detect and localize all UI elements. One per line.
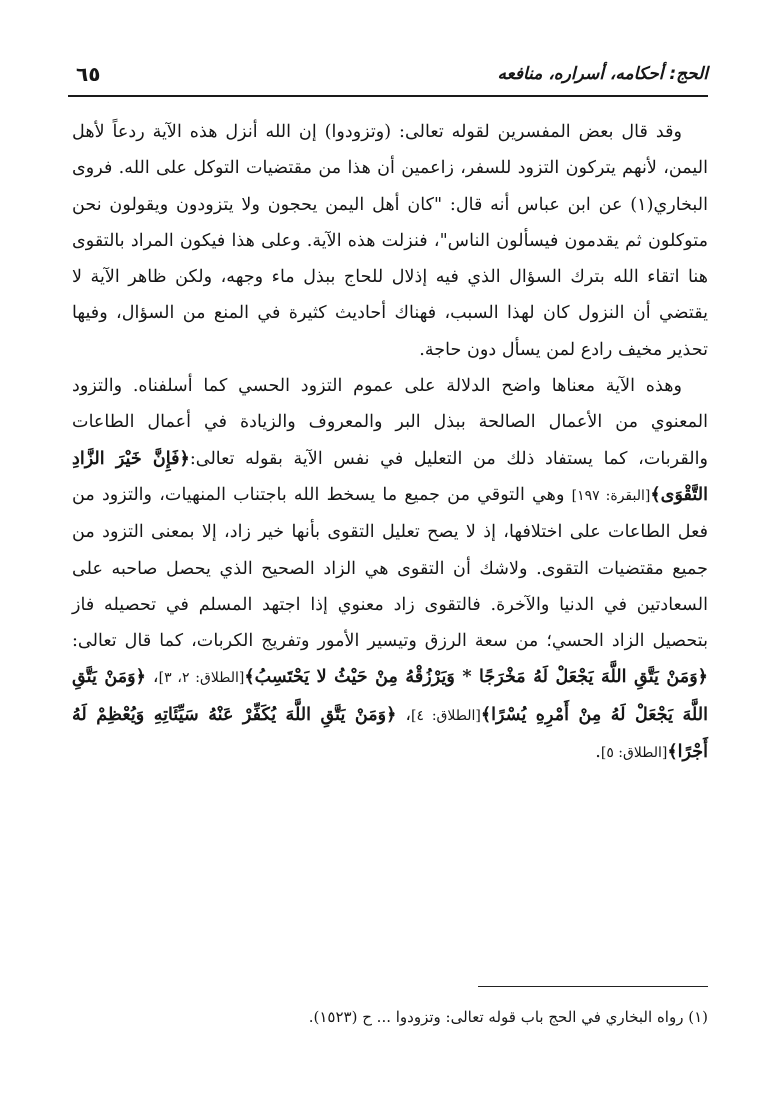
quran-verse-baqarah: ﴿فَإِنَّ خَيْرَ الزَّادِ التَّقْوَى﴾	[72, 447, 708, 505]
header-divider	[68, 95, 708, 97]
body-text	[72, 114, 708, 771]
separator: ،	[145, 667, 159, 688]
running-header	[68, 62, 708, 92]
paragraph-2-intro: وهذه الآية معناها واضح الدلالة على عموم التزود الحسي كما أسلفناه. والتزود المعنوي من الأعمال الصالحة ببذل البر والمعروف والزيادة في أعمال الطاعات والقربات، كما يستفاد ذلك من التعليل في نفس الآية بقوله تعالى:	[72, 376, 708, 469]
verse-reference-talaq-5: [الطلاق: ٥]	[600, 745, 668, 762]
paragraph-2-body: وهي التوقي من جميع ما يسخط الله باجتناب المنهيات، والتزود من فعل الطاعات على اختلافها، إذ لا يصح تعليل التقوى بأنها خير زاد، إلا بمعنى التزود من جميع مقتضيات التقوى. ولاشك أن التقوى هي الزاد الصحيح الذي يحصل صاحبه على السعادتين في الدنيا والآخرة. فالتقوى زاد معنوي إذا اجتهد المسلم في تحصيله فاز بتحصيل الزاد الحسي؛ من سعة الرزق وتيسير الأمور وتفريج الكربات، كما قال تعالى:	[72, 484, 708, 652]
footnote-divider	[478, 986, 708, 987]
verse-reference-talaq-4: [الطلاق: ٤]	[411, 707, 481, 724]
verse-reference-talaq-2-3: [الطلاق: ٢، ٣]	[158, 670, 245, 687]
verse-reference-baqarah: [البقرة: ١٩٧]	[571, 487, 651, 504]
page-number: ٦٥	[76, 62, 101, 86]
footnote: (١) رواه البخاري في الحج باب قوله تعالى: وتزودوا ... ح (١٥٢٣).	[308, 1008, 708, 1026]
running-header-title: الحج: أحكامه، أسراره، منافعه	[497, 64, 708, 84]
paragraph-1: وقد قال بعض المفسرين لقوله تعالى: (وتزودوا) إن الله أنزل هذه الآية ردعاً لأهل اليمن، لأنهم يتركون التزود للسفر، زاعمين أن هذا من مقتضيات التوكل على الله. فروى البخاري(١) عن ابن عباس أنه قال: "كان أهل اليمن يحجون ولا يتزودون ويقولون نحن متوكلون ثم يقدمون فيسألون الناس"، فنزلت هذه الآية. وعلى هذا فيكون المراد بالتقوى هنا اتقاء الله بترك السؤال الذي فيه إذلال للحاج ببذل ماء وجهه، ولكن ظاهر الآية لا يقتضي أن النزول كان لهذا السبب، فهناك أحاديث كثيرة في المنع من السؤال، وفيها تحذير مخيف رادع لمن يسأل دون حاجة.	[72, 122, 708, 360]
quran-verse-talaq-2-3: ﴿وَمَنْ يَتَّقِ اللَّهَ يَجْعَلْ لَهُ مَخْرَجًا * وَيَرْزُقْهُ مِنْ حَيْثُ لا يَحْتَسِبُ﴾	[244, 666, 708, 688]
quran-verse-talaq-5: ﴿وَمَنْ يَتَّقِ اللَّهَ يُكَفِّرْ عَنْهُ سَيِّئَاتِهِ وَيُعْظِمْ لَهُ أَجْرًا﴾	[72, 703, 708, 763]
sentence-end: .	[595, 742, 601, 763]
quran-verse-talaq-4: ﴿وَمَنْ يَتَّقِ اللَّهَ يَجْعَلْ لَهُ مِنْ أَمْرِهِ يُسْرًا﴾	[72, 666, 708, 725]
separator: ،	[396, 704, 412, 725]
paragraph-2	[72, 368, 708, 771]
